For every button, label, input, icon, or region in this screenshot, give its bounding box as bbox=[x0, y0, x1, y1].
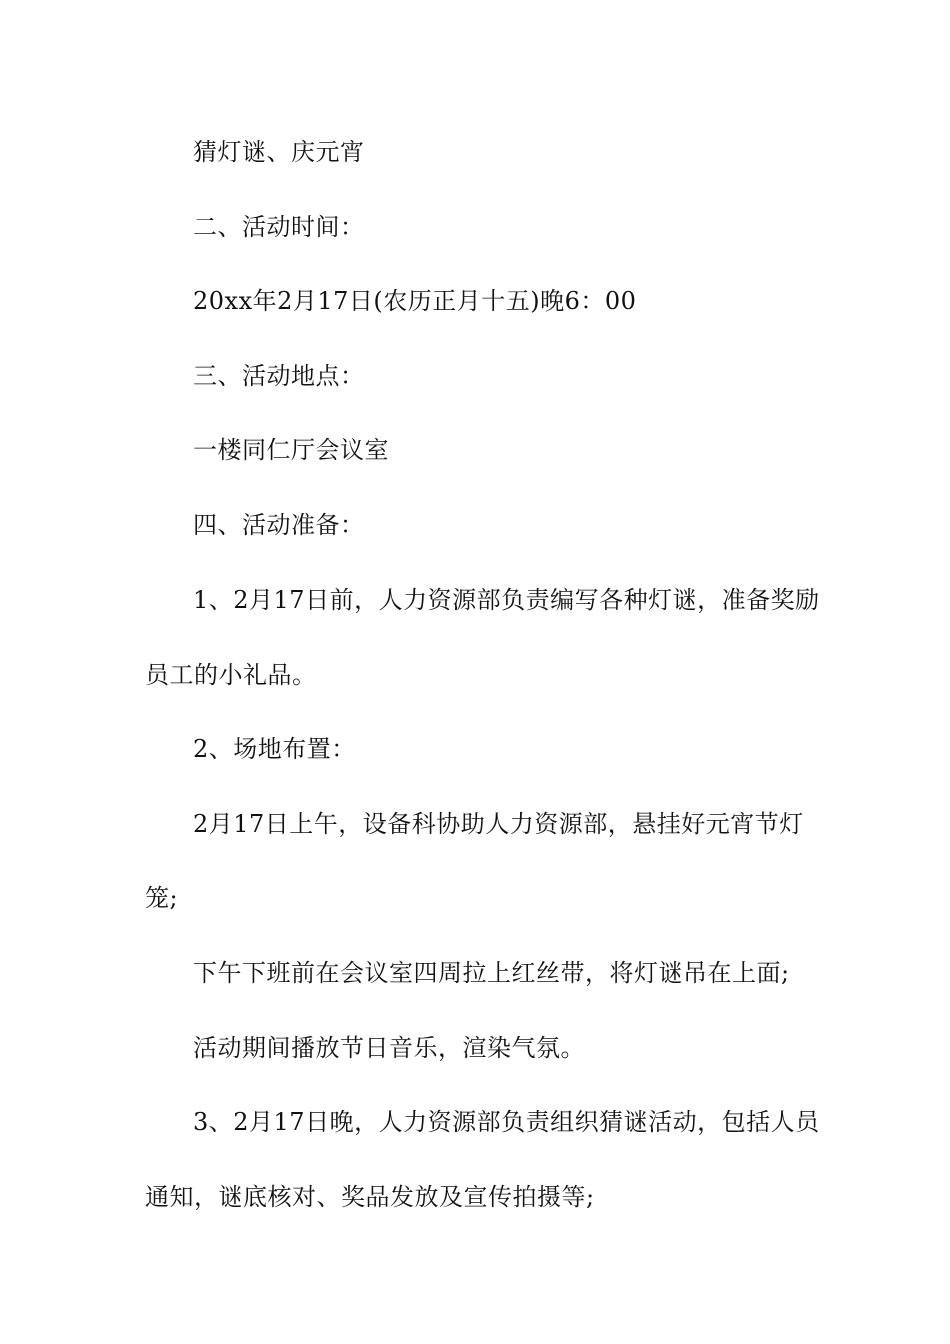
preparation-item-3-line-2: 通知，谜底核对、奖品发放及宣传拍摄等; bbox=[145, 1183, 595, 1211]
activity-time-value: 20xx年2月17日(农历正月十五)晚6：00 bbox=[193, 287, 637, 315]
venue-setup-line-1: 2月17日上午，设备科协助人力资源部，悬挂好元宵节灯 bbox=[193, 810, 804, 838]
preparation-item-3-line-1: 3、2月17日晚，人力资源部负责组织猜谜活动，包括人员 bbox=[193, 1108, 820, 1136]
section-heading-preparation: 四、活动准备： bbox=[193, 511, 365, 539]
preparation-item-2-heading: 2、场地布置： bbox=[193, 735, 356, 763]
activity-theme: 猜灯谜、庆元宵 bbox=[193, 138, 365, 166]
venue-setup-line-2: 笼; bbox=[145, 884, 179, 912]
preparation-item-1-line-1: 1、2月17日前，人力资源部负责编写各种灯谜，准备奖励 bbox=[193, 586, 820, 614]
preparation-item-1-line-2: 员工的小礼品。 bbox=[145, 661, 317, 689]
section-heading-time: 二、活动时间： bbox=[193, 213, 365, 241]
venue-setup-music: 活动期间播放节日音乐，渲染气氛。 bbox=[193, 1034, 585, 1062]
venue-setup-ribbon: 下午下班前在会议室四周拉上红丝带，将灯谜吊在上面; bbox=[193, 959, 790, 987]
activity-location-value: 一楼同仁厅会议室 bbox=[193, 436, 389, 464]
section-heading-location: 三、活动地点： bbox=[193, 362, 365, 390]
